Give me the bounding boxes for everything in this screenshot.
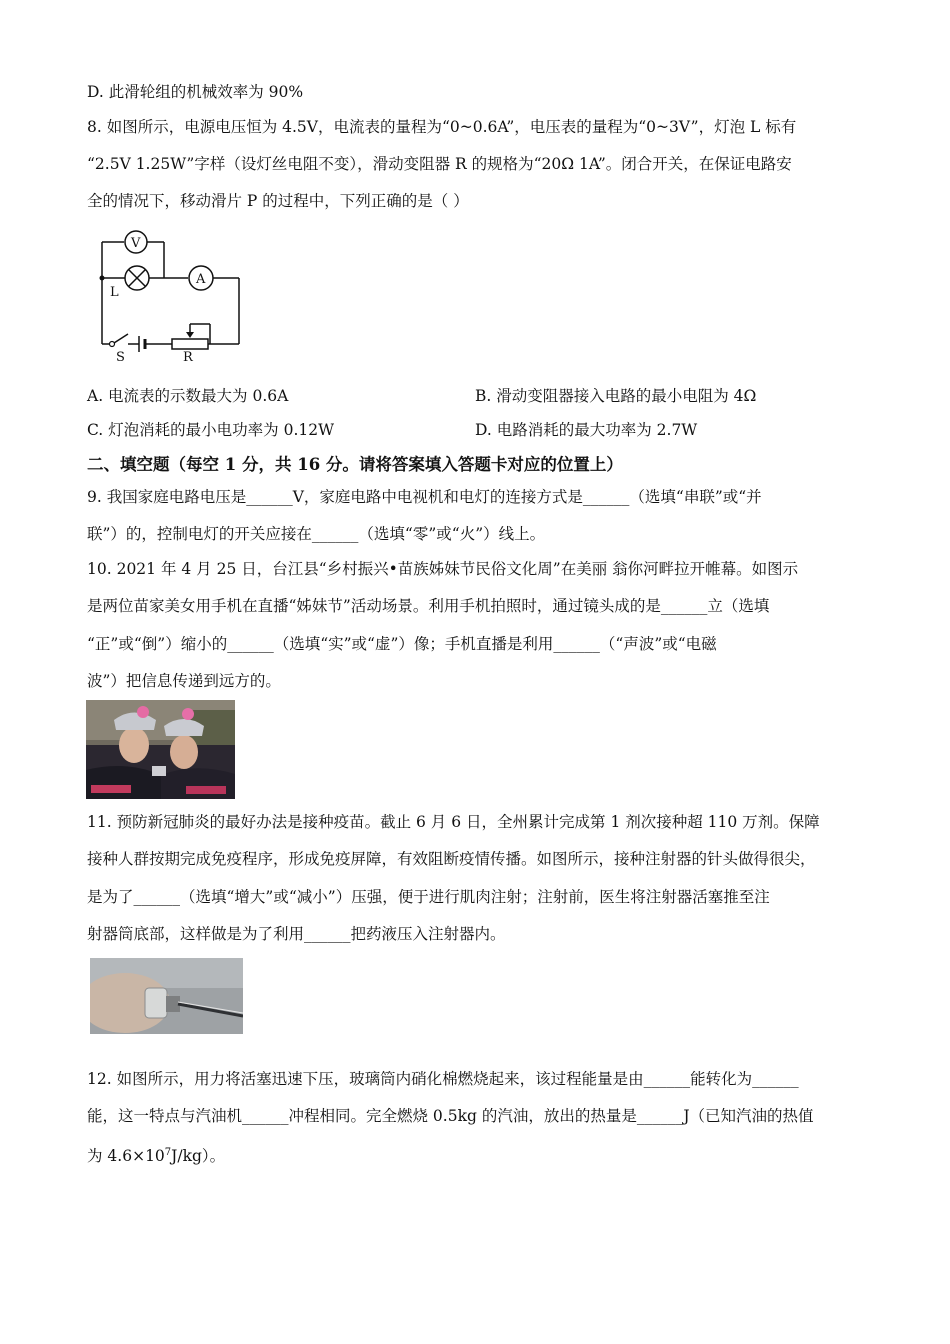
q12-exponent: 7 bbox=[164, 1147, 172, 1158]
voltmeter-label: V bbox=[131, 236, 141, 251]
q11-line2: 接种人群按期完成免疫程序，形成免疫屏障，有效阻断疫情传播。如图所示，接种注射器的针头做得很尖， bbox=[87, 850, 816, 868]
rheostat-label: R bbox=[183, 350, 193, 365]
q8-stem-line3: 全的情况下，移动滑片 P 的过程中，下列正确的是（ ） bbox=[87, 192, 469, 210]
q9-line2: 联”）的，控制电灯的开关应接在______（选填“零”或“火”）线上。 bbox=[87, 525, 546, 543]
q8-option-b: B. 滑动变阻器接入电路的最小电阻为 4Ω bbox=[475, 387, 757, 405]
syringe-photo bbox=[90, 958, 243, 1034]
q10-line1: 10. 2021 年 4 月 25 日，台江县“乡村振兴•苗族姊妹节民俗文化周”在美丽 翁你河畔拉开帷幕。如图示 bbox=[87, 560, 799, 578]
q8-stem-line1: 8. 如图所示，电源电压恒为 4.5V，电流表的量程为“0~0.6A”，电压表的量程为“0~3V”，灯泡 L 标有 bbox=[87, 118, 797, 136]
q8-option-c: C. 灯泡消耗的最小电功率为 0.12W bbox=[87, 421, 335, 439]
circuit-diagram bbox=[92, 228, 252, 368]
q12-line2: 能，这一特点与汽油机______冲程相同。完全燃烧 0.5kg 的汽油，放出的热量是______J（已知汽油的热值 bbox=[87, 1107, 814, 1125]
q12-line3-prefix: 为 4.6×10 bbox=[87, 1147, 165, 1166]
q12-line3 bbox=[87, 1143, 225, 1166]
ammeter-label: A bbox=[196, 272, 206, 287]
miao-sisters-photo bbox=[86, 700, 235, 799]
q10-line3: “正”或“倒”）缩小的______（选填“实”或“虚”）像；手机直播是利用______（“声波”或“电磁 bbox=[87, 635, 717, 653]
q11-line4: 射器筒底部，这样做是为了利用______把药液压入注射器内。 bbox=[87, 925, 506, 943]
slider-arrow bbox=[186, 332, 194, 338]
q10-line4: 波”）把信息传递到远方的。 bbox=[87, 672, 281, 690]
q12-line3-suffix: J/kg）。 bbox=[171, 1147, 226, 1166]
q12-line1: 12. 如图所示，用力将活塞迅速下压，玻璃筒内硝化棉燃烧起来，该过程能量是由______能转化为______ bbox=[87, 1070, 799, 1088]
lamp-label: L bbox=[110, 285, 119, 300]
q10-line2: 是两位苗家美女用手机在直播“姊妹节”活动场景。利用手机拍照时，通过镜头成的是______立（选填 bbox=[87, 597, 770, 615]
section-heading: 二、填空题（每空 1 分，共 16 分。请将答案填入答题卡对应的位置上） bbox=[87, 455, 623, 474]
q11-line3: 是为了______（选填“增大”或“减小”）压强，便于进行肌肉注射；注射前，医生将注射器活塞推至注 bbox=[87, 888, 770, 906]
switch-label: S bbox=[116, 350, 125, 365]
q11-line1: 11. 预防新冠肺炎的最好办法是接种疫苗。截止 6 月 6 日，全州累计完成第 1 剂次接种超 110 万剂。保障 bbox=[87, 813, 820, 831]
q8-stem-line2: “2.5V 1.25W”字样（设灯丝电阻不变），滑动变阻器 R 的规格为“20Ω 1A”。闭合开关，在保证电路安 bbox=[87, 155, 792, 173]
q8-option-a: A. 电流表的示数最大为 0.6A bbox=[87, 387, 289, 405]
q8-option-d: D. 电路消耗的最大功率为 2.7W bbox=[475, 421, 698, 439]
switch-blade bbox=[114, 334, 128, 343]
q9-line1: 9. 我国家庭电路电压是______V，家庭电路中电视机和电灯的连接方式是______（选填“串联”或“并 bbox=[87, 488, 762, 506]
rheostat-body bbox=[172, 339, 208, 349]
q7-option-d: D. 此滑轮组的机械效率为 90% bbox=[87, 83, 304, 101]
